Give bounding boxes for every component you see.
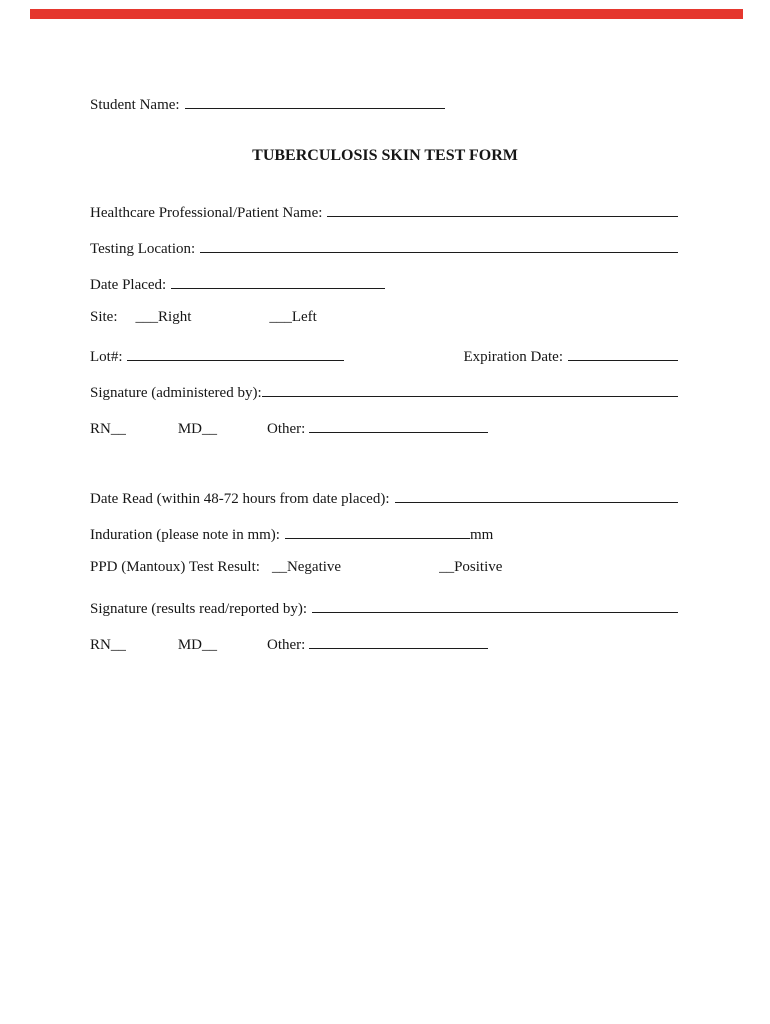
date-read-row [90,486,678,509]
site-left-option[interactable]: ___Left [269,309,317,325]
rn-checkbox-label[interactable]: RN__ [90,637,126,653]
site-right-option[interactable]: ___Right [135,309,192,325]
date-placed-blank[interactable] [171,272,385,289]
induration-label: Induration (please note in mm): [90,527,280,543]
date-placed-row [90,272,678,295]
date-read-blank[interactable] [395,486,679,503]
credentials-row-administered [90,416,678,439]
student-name-row [90,92,678,115]
date-read-label: Date Read (within 48-72 hours from date placed): [90,491,390,507]
healthcare-name-blank[interactable] [327,200,678,217]
other-label: Other: [267,637,306,653]
page-title: TUBERCULOSIS SKIN TEST FORM [252,147,518,164]
rn-checkbox-label[interactable]: RN__ [90,421,126,437]
top-accent-bar [30,9,743,19]
signature-administered-row [90,380,678,403]
date-placed-label: Date Placed: [90,277,167,293]
student-name-blank[interactable] [185,92,445,109]
expiration-date-label: Expiration Date: [463,349,563,365]
induration-blank[interactable] [285,522,470,539]
ppd-result-row [90,558,678,577]
credentials-row-results [90,632,678,655]
signature-results-label: Signature (results read/reported by): [90,601,308,617]
testing-location-blank[interactable] [200,236,678,253]
md-checkbox-label[interactable]: MD__ [177,637,218,653]
student-name-label: Student Name: [90,97,180,113]
site-row [90,308,678,327]
expiration-date-blank[interactable] [568,344,678,361]
ppd-result-label: PPD (Mantoux) Test Result: [90,559,260,575]
signature-administered-blank[interactable] [262,380,678,397]
induration-row [90,522,678,545]
testing-location-label: Testing Location: [90,241,196,257]
lot-number-blank[interactable] [127,344,344,361]
lot-number-label: Lot#: [90,349,123,365]
md-checkbox-label[interactable]: MD__ [177,421,218,437]
healthcare-name-row [90,200,678,223]
lot-expiration-row [90,344,678,367]
signature-results-row [90,596,678,619]
induration-unit-label: mm [469,527,494,543]
signature-administered-label: Signature (administered by): [90,385,262,401]
healthcare-name-label: Healthcare Professional/Patient Name: [90,205,323,221]
other-label: Other: [267,421,306,437]
signature-results-blank[interactable] [312,596,678,613]
testing-location-row [90,236,678,259]
other-blank[interactable] [309,416,488,433]
site-label: Site: [90,309,118,325]
ppd-positive-option[interactable]: __Positive [439,559,503,575]
other-blank[interactable] [309,632,488,649]
ppd-negative-option[interactable]: __Negative [271,559,342,575]
